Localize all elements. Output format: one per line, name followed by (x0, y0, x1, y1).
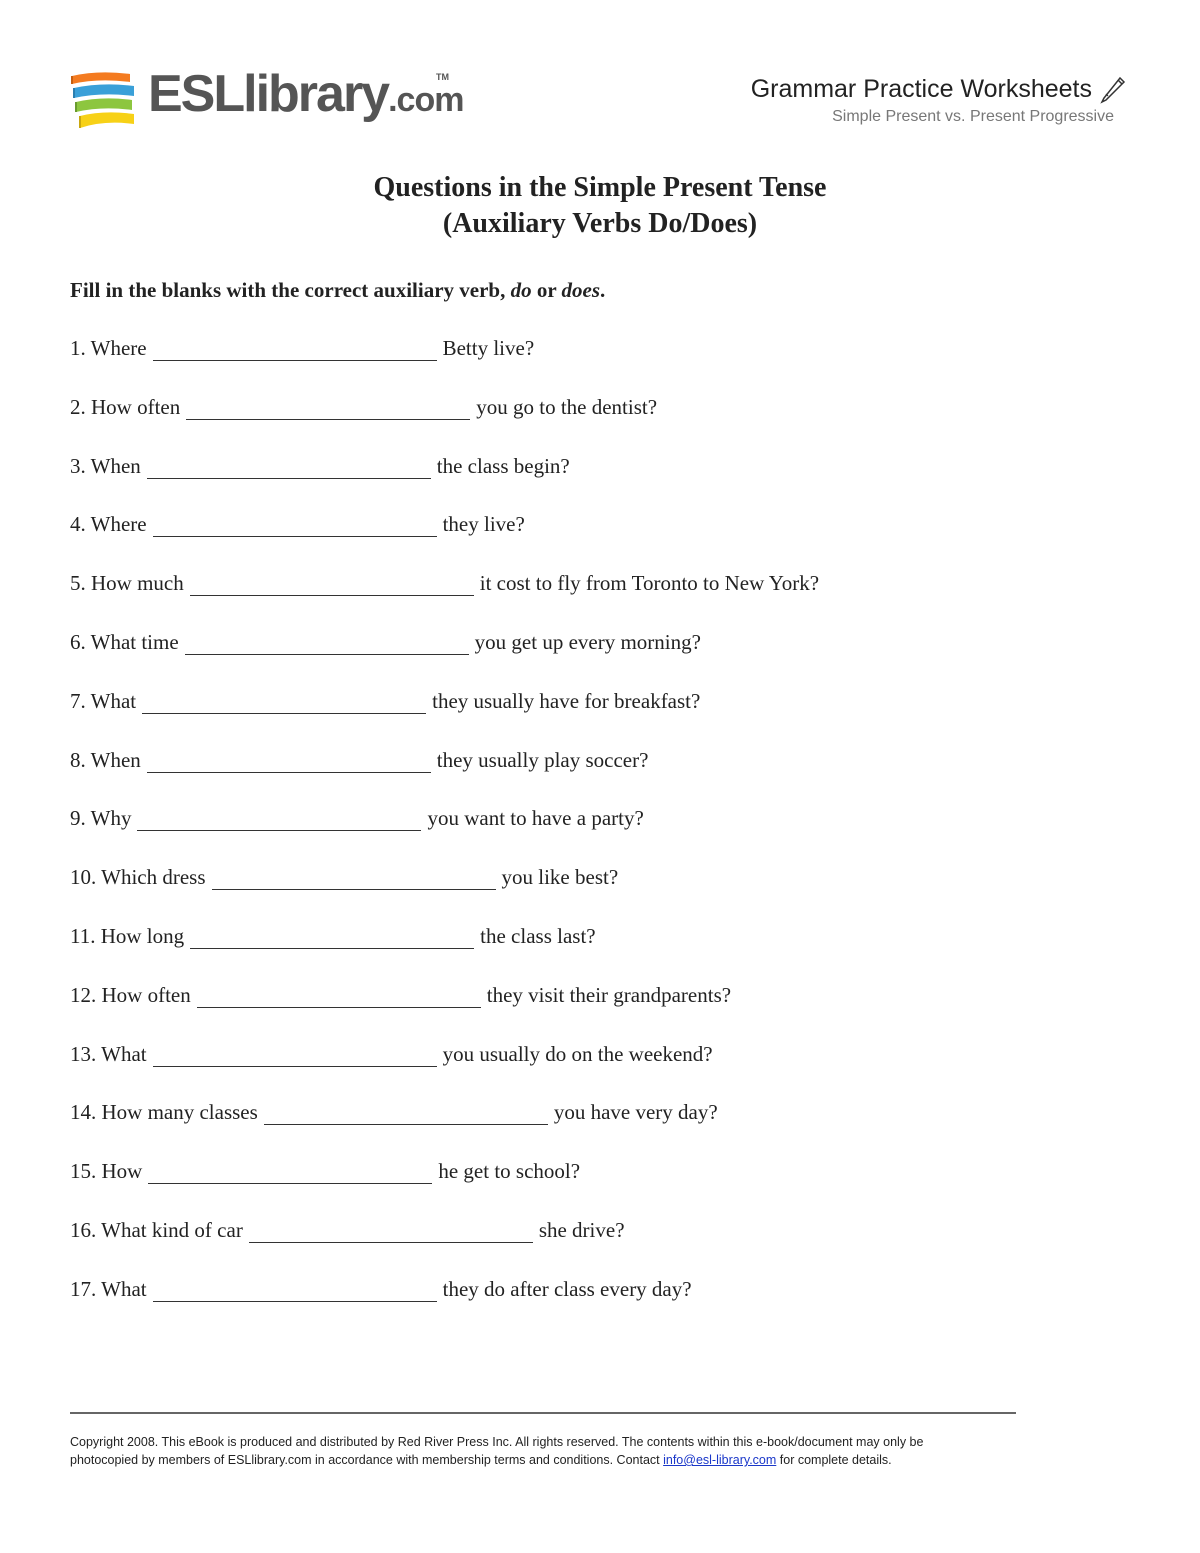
question-item (70, 1042, 819, 1101)
answer-blank[interactable] (186, 395, 470, 420)
answer-blank[interactable] (153, 1042, 437, 1067)
question-suffix: they do after class every day? (442, 1276, 692, 1301)
instructions (70, 278, 605, 303)
question-suffix: you like best? (501, 865, 619, 890)
copyright-footer (70, 1433, 1030, 1469)
answer-blank[interactable] (148, 1159, 432, 1184)
answer-blank[interactable] (264, 1100, 548, 1125)
question-prefix: 5. How much (70, 571, 184, 596)
worksheet-subtitle: Simple Present vs. Present Progressive (832, 108, 1114, 125)
question-item (70, 336, 819, 395)
answer-blank[interactable] (147, 454, 431, 479)
question-item (70, 689, 819, 748)
footer-line-2: photocopied by members of ESLlibrary.com in accordance with membership terms and conditions. Contact (70, 1453, 664, 1467)
pencil-icon (1098, 74, 1128, 104)
footer-line-1: Copyright 2008. This eBook is produced and distributed by Red River Press Inc. All rights reserved. The contents within this e-book/document may only be (70, 1435, 924, 1449)
question-item (70, 630, 819, 689)
question-suffix: you go to the dentist? (476, 394, 658, 419)
esl-library-logo (68, 65, 464, 138)
question-item (70, 571, 819, 630)
question-prefix: 7. What (70, 688, 137, 713)
worksheet-series-title: Grammar Practice Worksheets (750, 74, 1092, 103)
answer-blank[interactable] (153, 1277, 437, 1302)
question-prefix: 10. Which dress (70, 865, 206, 890)
question-item (70, 806, 819, 865)
question-prefix: 9. Why (70, 806, 132, 831)
logo-trademark: TM (436, 72, 449, 82)
question-prefix: 12. How often (70, 982, 191, 1007)
question-item (70, 983, 819, 1042)
question-suffix: you get up every morning? (474, 629, 701, 654)
answer-blank[interactable] (249, 1218, 533, 1243)
answer-blank[interactable] (197, 983, 481, 1008)
question-item (70, 1277, 819, 1336)
question-prefix: 1. Where (70, 336, 147, 360)
footer-divider (70, 1412, 1016, 1414)
question-suffix: you want to have a party? (427, 806, 644, 831)
question-suffix: it cost to fly from Toronto to New York? (479, 571, 820, 596)
answer-blank[interactable] (137, 806, 421, 831)
logo-main-text: ESLlibrary (148, 65, 389, 123)
title-line-1: Questions in the Simple Present Tense (373, 172, 827, 203)
answer-blank[interactable] (185, 630, 469, 655)
question-prefix: 6. What time (70, 629, 179, 654)
question-suffix: he get to school? (438, 1159, 581, 1184)
question-prefix: 3. When (70, 453, 141, 478)
question-item (70, 1100, 819, 1159)
page-title (0, 170, 1200, 242)
question-suffix: they live? (442, 512, 525, 537)
instructions-suffix: . (600, 278, 606, 302)
instructions-prefix: Fill in the blanks with the correct auxiliary verb, (70, 278, 506, 302)
question-item (70, 1218, 819, 1277)
instructions-option-do: do (510, 278, 532, 302)
question-list (70, 336, 819, 1336)
answer-blank[interactable] (212, 865, 496, 890)
question-suffix: they visit their grandparents? (486, 982, 732, 1007)
question-suffix: they usually play soccer? (436, 747, 649, 772)
question-prefix: 11. How long (70, 923, 185, 948)
question-item (70, 454, 819, 513)
question-suffix: you have very day? (553, 1100, 718, 1125)
title-line-2: (Auxiliary Verbs Do/Does) (442, 208, 758, 239)
answer-blank[interactable] (190, 571, 474, 596)
footer-line-2-end: for complete details. (776, 1453, 892, 1467)
question-item (70, 1159, 819, 1218)
books-stack-icon (68, 70, 140, 136)
question-suffix: they usually have for breakfast? (432, 688, 701, 713)
instructions-option-does: does (561, 278, 601, 302)
answer-blank[interactable] (153, 336, 437, 361)
answer-blank[interactable] (142, 689, 426, 714)
question-suffix: she drive? (538, 1217, 625, 1242)
worksheet-header (751, 74, 1128, 126)
question-suffix: Betty live? (442, 336, 535, 360)
question-suffix: you usually do on the weekend? (442, 1041, 713, 1066)
question-item (70, 748, 819, 807)
question-prefix: 16. What kind of car (70, 1217, 243, 1242)
logo-com-text: .com (388, 81, 464, 119)
question-suffix: the class last? (480, 923, 596, 948)
question-prefix: 14. How many classes (70, 1100, 258, 1125)
question-prefix: 15. How (70, 1159, 143, 1184)
question-prefix: 2. How often (70, 394, 181, 419)
question-prefix: 13. What (70, 1041, 147, 1066)
question-item (70, 865, 819, 924)
question-prefix: 8. When (70, 747, 141, 772)
answer-blank[interactable] (147, 748, 431, 773)
question-item (70, 512, 819, 571)
contact-email-link[interactable]: info@esl-library.com (663, 1453, 777, 1467)
instructions-or: or (536, 278, 557, 302)
question-item (70, 395, 819, 454)
question-item (70, 924, 819, 983)
answer-blank[interactable] (190, 924, 474, 949)
question-prefix: 17. What (70, 1276, 147, 1301)
question-prefix: 4. Where (70, 512, 147, 537)
question-suffix: the class begin? (436, 453, 570, 478)
answer-blank[interactable] (153, 512, 437, 537)
